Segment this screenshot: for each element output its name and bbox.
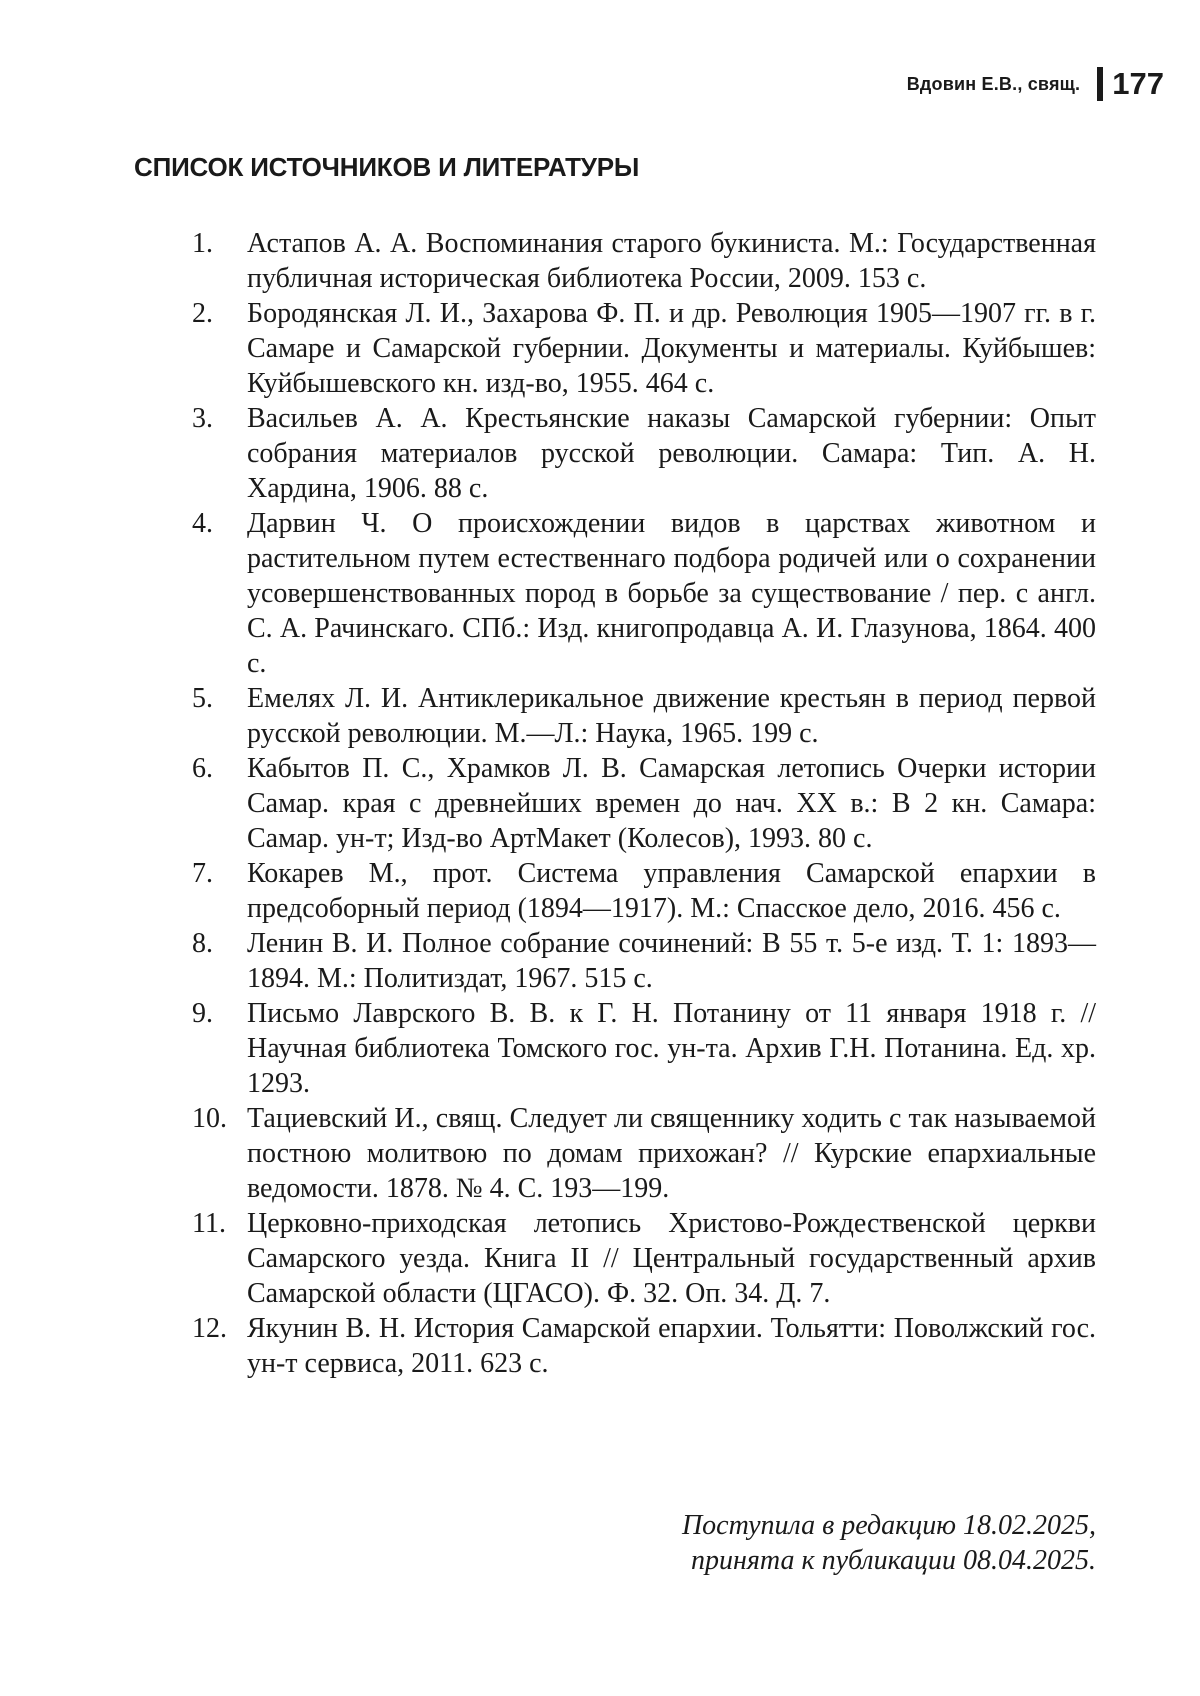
received-note bbox=[682, 1508, 1096, 1578]
reference-text: Письмо Лаврского В. В. к Г. Н. Потанину от 11 января 1918 г. // Научная библиотека Томского гос. ун-та. Архив Г.Н. Потанина. Ед. хр. 1293. bbox=[247, 998, 1096, 1099]
reference-text: Ленин В. И. Полное собрание сочинений: В 55 т. 5-е изд. Т. 1: 1893—1894. М.: Политиздат, 1967. 515 с. bbox=[247, 928, 1096, 994]
running-header-author: Вдовин Е.В., свящ. bbox=[906, 73, 1081, 94]
section-heading: СПИСОК ИСТОЧНИКОВ И ЛИТЕРАТУРЫ bbox=[134, 152, 640, 182]
reference-item bbox=[192, 996, 1096, 1101]
reference-item bbox=[192, 751, 1096, 856]
reference-number: 1. bbox=[192, 228, 213, 259]
references-list bbox=[192, 226, 1096, 1381]
reference-text: Церковно-приходская летопись Христово-Рождественской церкви Самарского уезда. Книга II // Центральный государственный архив Самарской области (ЦГАСО). Ф. 32. Оп. 34. Д. 7. bbox=[247, 1208, 1096, 1309]
reference-text: Якунин В. Н. История Самарской епархии. Тольятти: Поволжский гос. ун-т сервиса, 2011. 623 с. bbox=[247, 1313, 1096, 1379]
reference-item bbox=[192, 1311, 1096, 1381]
reference-item bbox=[192, 926, 1096, 996]
running-header bbox=[907, 66, 1164, 102]
reference-number: 9. bbox=[192, 998, 213, 1029]
reference-number: 8. bbox=[192, 928, 213, 959]
reference-text: Астапов А. А. Воспоминания старого букиниста. М.: Государственная публичная историческая библиотека России, 2009. 153 с. bbox=[247, 228, 1096, 294]
reference-item bbox=[192, 1206, 1096, 1311]
reference-text: Бородянская Л. И., Захарова Ф. П. и др. Революция 1905—1907 гг. в г. Самаре и Самарской губернии. Документы и материалы. Куйбышев: Куйбышевского кн. изд-во, 1955. 464 с. bbox=[247, 298, 1096, 399]
reference-number: 6. bbox=[192, 753, 213, 784]
page-number: 177 bbox=[1112, 66, 1164, 101]
reference-item bbox=[192, 856, 1096, 926]
accepted-date: принята к публикации 08.04.2025. bbox=[691, 1545, 1096, 1576]
reference-text: Емелях Л. И. Антиклерикальное движение крестьян в период первой русской революции. М.—Л.: Наука, 1965. 199 с. bbox=[247, 683, 1096, 749]
reference-item bbox=[192, 1101, 1096, 1206]
reference-text: Кокарев М., прот. Система управления Самарской епархии в предсоборный период (1894—1917). М.: Спасское дело, 2016. 456 с. bbox=[247, 858, 1096, 924]
received-date: Поступила в редакцию 18.02.2025, bbox=[681, 1510, 1096, 1541]
reference-item bbox=[192, 296, 1096, 401]
reference-item bbox=[192, 226, 1096, 296]
reference-text: Кабытов П. С., Храмков Л. В. Самарская летопись Очерки истории Самар. края с древнейших времен до нач. XX в.: В 2 кн. Самара: Самар. ун-т; Изд-во АртМакет (Колесов), 1993. 80 с. bbox=[247, 753, 1096, 854]
reference-number: 11. bbox=[192, 1208, 226, 1239]
reference-number: 2. bbox=[192, 298, 213, 329]
reference-number: 10. bbox=[192, 1103, 227, 1134]
reference-number: 5. bbox=[192, 683, 213, 714]
reference-text: Тациевский И., свящ. Следует ли священнику ходить с так называемой постною молитвою по домам прихожан? // Курские епархиальные ведомости. 1878. № 4. С. 193—199. bbox=[247, 1103, 1096, 1204]
reference-item bbox=[192, 506, 1096, 681]
reference-number: 3. bbox=[192, 403, 213, 434]
reference-number: 7. bbox=[192, 858, 213, 889]
reference-item bbox=[192, 401, 1096, 506]
reference-item bbox=[192, 681, 1096, 751]
reference-text: Дарвин Ч. О происхождении видов в царствах животном и растительном путем естественнаго подбора родичей или о сохранении усовершенствованных пород в борьбе за существование / пер. с англ. С. А. Рачинскаго. СПб.: Изд. книгопродавца А. И. Глазунова, 1864. 400 с. bbox=[247, 508, 1096, 679]
reference-number: 12. bbox=[192, 1313, 227, 1344]
header-divider-bar bbox=[1097, 67, 1103, 101]
reference-text: Васильев А. А. Крестьянские наказы Самарской губернии: Опыт собрания материалов русской революции. Самара: Тип. А. Н. Хардина, 1906. 88 с. bbox=[247, 403, 1096, 504]
reference-number: 4. bbox=[192, 508, 213, 539]
